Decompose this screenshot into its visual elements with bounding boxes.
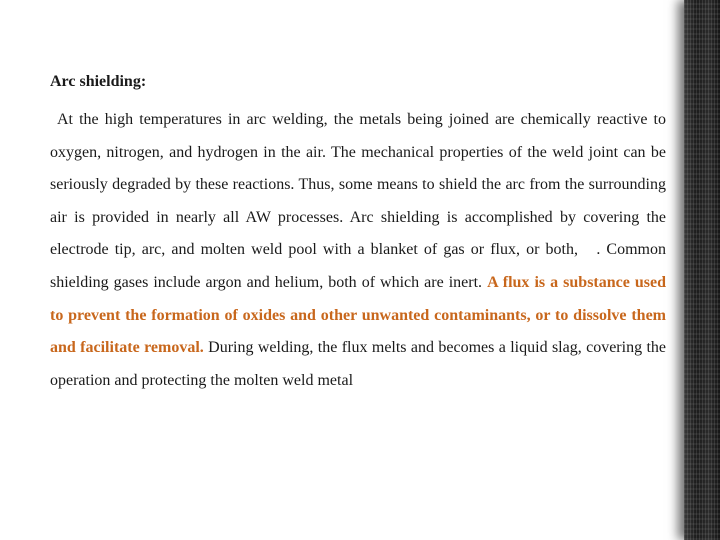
body-paragraph bbox=[50, 104, 666, 397]
text-block bbox=[50, 66, 666, 397]
paragraph-text-part2: During welding, the flux melts and becomes a liquid slag, covering the operation and protecting the molten weld metal bbox=[50, 339, 667, 389]
decorative-edge-strip bbox=[684, 0, 720, 540]
paragraph-text-part1: At the high temperatures in arc welding, the metals being joined are chemically reactive to oxygen, nitrogen, and hydrogen in the air. The mechanical properties of the weld joint can be seriously degraded by these reactions. Thus, some means to shield the arc from the surrounding air is provided in nearly all AW processes. Arc shielding is accomplished by covering the electrode tip, arc, and molten weld pool with a blanket of gas or flux, or both, . Common shielding gases include argon and helium, both of which are inert. bbox=[50, 111, 666, 291]
section-heading: Arc shielding: bbox=[50, 73, 147, 90]
highlighted-definition: A flux is a substance used to prevent the formation of oxides and other unwanted contaminants, or to dissolve them and facilitate removal. bbox=[50, 273, 666, 357]
